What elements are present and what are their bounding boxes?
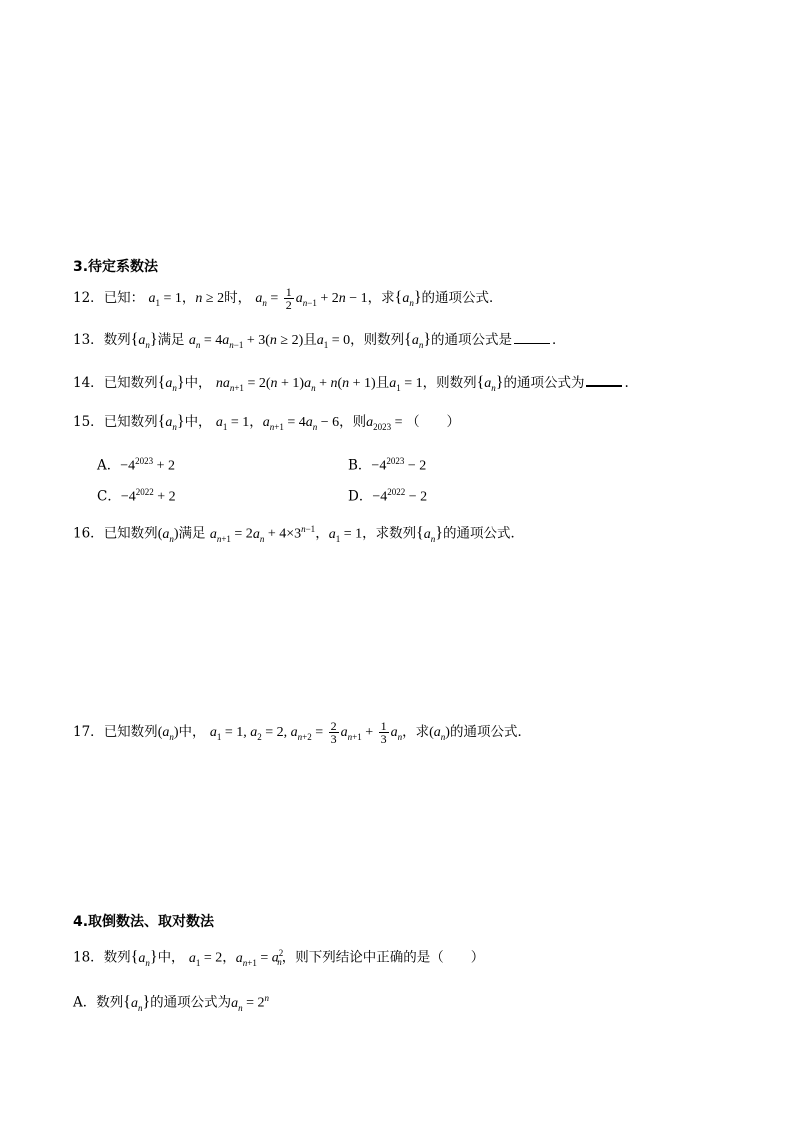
question-number: 13． <box>73 332 104 348</box>
question-number: 15． <box>73 414 104 430</box>
question-number: 14． <box>73 375 104 391</box>
fraction-one-third: $\frac{1}{3}$ <box>380 719 387 746</box>
question-number: 17． <box>73 724 104 740</box>
question-16: 16．已知数列$(a_n)$满足 $a_{n+1} = 2a_n + 4\times 3^{n-1}$，$a_1 = 1$，求数列$\{a_n\}$的通项公式． <box>73 524 524 544</box>
question-13: 13．数列$\{a_n\}$满足 $a_n = 4a_{n-1} + 3(n \ge 2)$且$a_1 = 0$，则数列$\{a_n\}$的通项公式是 ． <box>73 331 566 350</box>
question-18: 18．数列$\{a_n\}$中， $a_1 = 2$，$a_{n+1} = a^2_n$，则下列结论中正确的是（ ） <box>73 948 485 968</box>
answer-blank[interactable] <box>586 371 622 387</box>
fraction-two-thirds: $\frac{2}{3}$ <box>330 719 337 746</box>
option-b[interactable]: B．$-4^{2023} - 2$ <box>348 456 427 474</box>
question-text: 已知： <box>103 290 145 306</box>
answer-blank[interactable] <box>514 329 550 344</box>
option-d[interactable]: D．$-4^{2022} - 2$ <box>348 487 428 505</box>
question-number: 18． <box>73 949 104 966</box>
question-17: 17．已知数列$(a_n)$中， $a_1 = 1$, $a_2 = 2$, $a_{n+2}$ = $\frac{2}{3}$ $a_{n+1}$ + $\frac{1}{3}$ $a_n$，求$(a_n)$的通项公式． <box>73 719 531 746</box>
fraction-one-half: $\frac{1}{2}$ <box>285 285 292 312</box>
question-15: 15．已知数列$\{a_n\}$中， $a_1 = 1$，$a_{n+1} = 4a_n - 6$，则$a_{2023}$ = （ ） <box>73 413 461 432</box>
option-a[interactable]: A．数列$\{a_n\}$的通项公式为$a_n = 2^n$ <box>73 993 270 1013</box>
question-12: 12．已知： $a_1 = 1$，n ≥ 2时， $a_n$ = $\frac{1}{2}$ $a_{n-1} + 2n - 1$，求$\{a_n\}$的通项公式． <box>73 285 503 312</box>
question-number: 16． <box>73 525 104 542</box>
question-number: 12． <box>73 290 104 306</box>
question-14: 14．已知数列$\{a_n\}$中， $na_{n+1} = 2(n + 1)a_n + n(n + 1)$且$a_1 = 1$，则数列$\{a_n\}$的通项公式为 . <box>73 371 629 398</box>
option-c[interactable]: C．$-4^{2022} + 2$ <box>97 487 176 505</box>
section-title-3: 3.待定系数法 <box>73 259 159 275</box>
option-a[interactable]: A．$-4^{2023} + 2$ <box>97 456 176 474</box>
section-title-4: 4.取倒数法、取对数法 <box>73 914 215 930</box>
formula: $a_1$ <box>148 291 160 308</box>
